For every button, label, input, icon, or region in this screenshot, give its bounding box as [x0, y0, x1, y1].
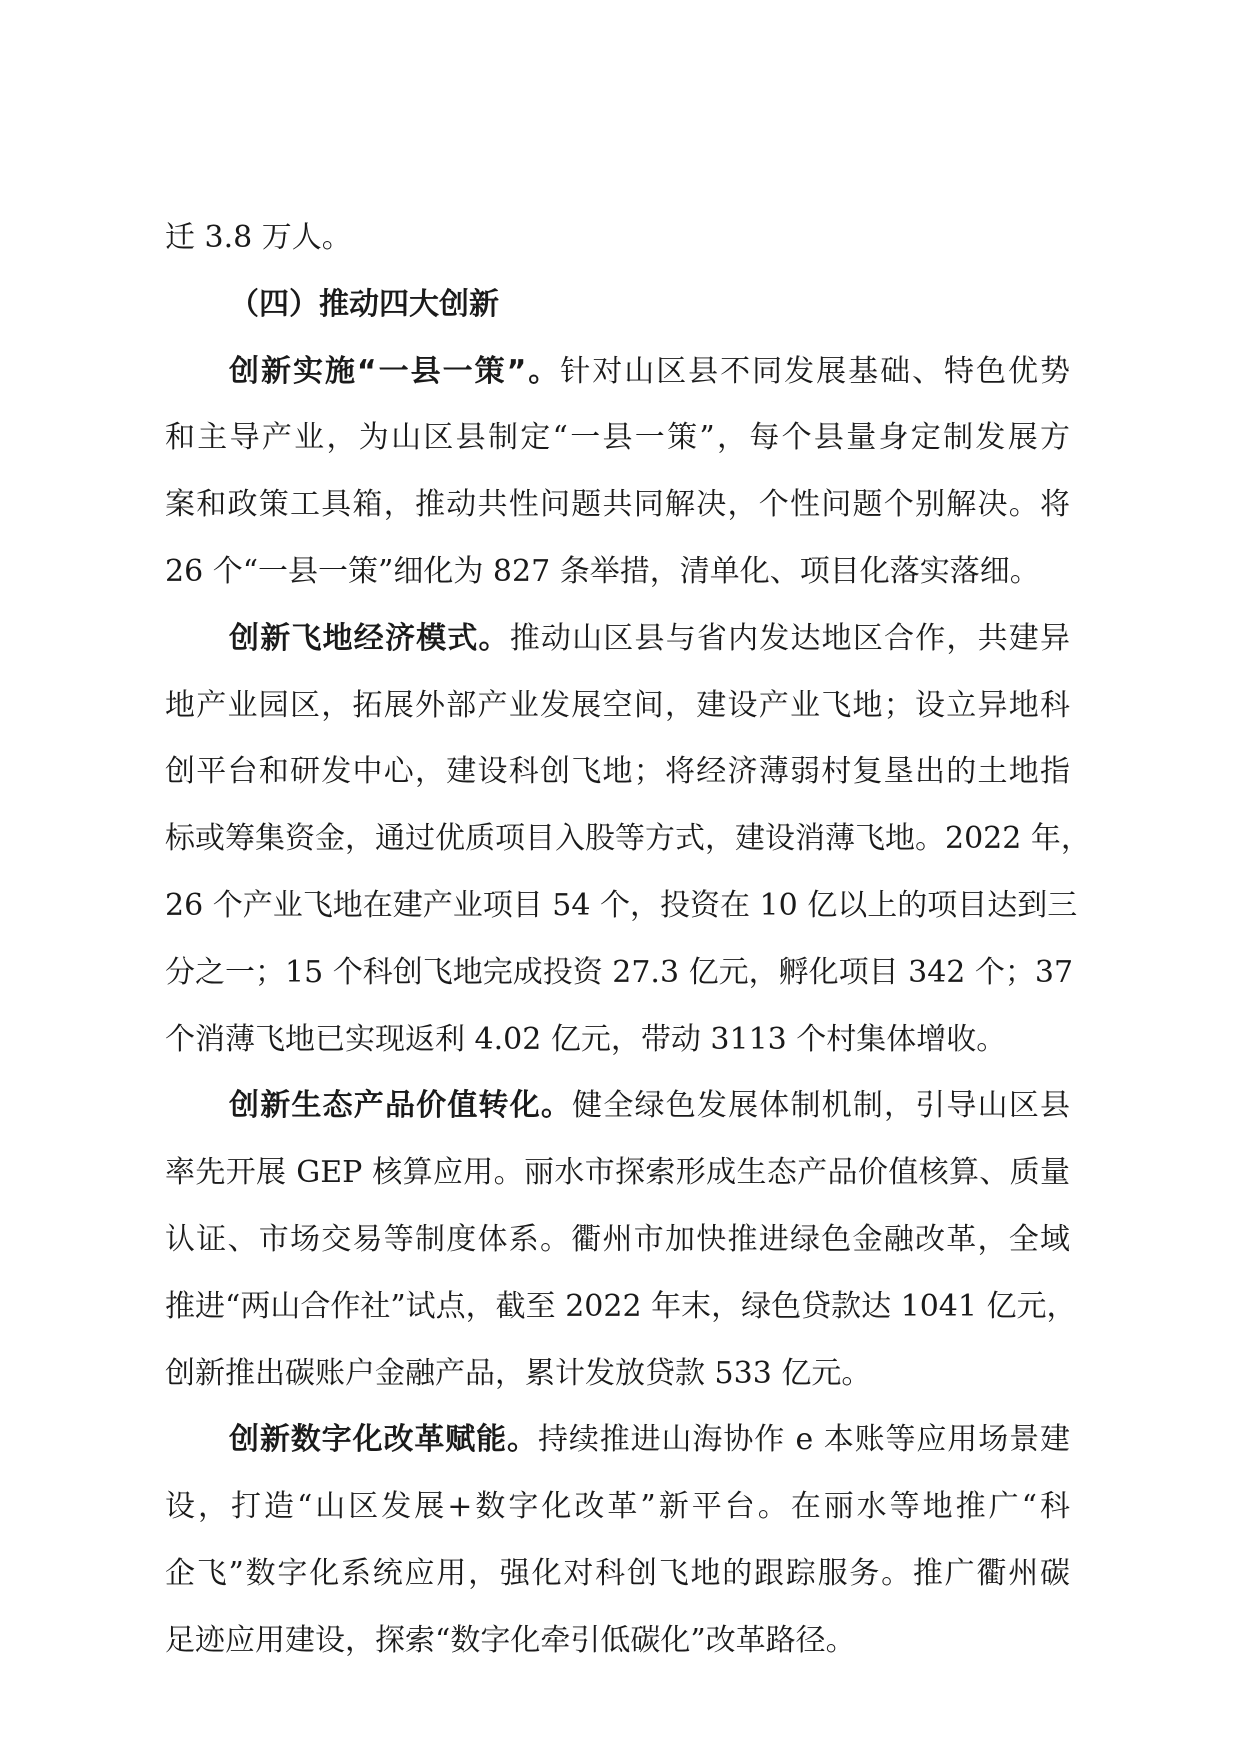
paragraph-lead: 创新生态产品价值转化。: [229, 1088, 573, 1124]
paragraph-3: [165, 1073, 1077, 1407]
paragraph-text: 针对山区县不同发展基础、特色优势: [560, 353, 1070, 389]
paragraph-line: [165, 339, 1070, 406]
section-heading: （四）推动四大创新: [229, 286, 499, 322]
paragraph-lead: 创新数字化改革赋能。: [229, 1422, 538, 1458]
paragraph-line: 创平台和研发中心，建设科创飞地；将经济薄弱村复垦出的土地指: [165, 754, 1070, 790]
paragraph-2: [165, 606, 1091, 1074]
paragraph-line: 设，打造“山区发展+数字化改革”新平台。在丽水等地推广“科: [165, 1489, 1070, 1525]
document-body: [165, 205, 1091, 1675]
paragraph-lead: 创新飞地经济模式。: [229, 620, 510, 656]
paragraph-line: [165, 1073, 1070, 1140]
paragraph-line: 分之一；15 个科创飞地完成投资 27.3 亿元，孵化项目 342 个；37: [165, 954, 1074, 990]
paragraph-line: 26 个“一县一策”细化为 827 条举措，清单化、项目化落实落细。: [165, 553, 1040, 589]
paragraph-line: 认证、市场交易等制度体系。衢州市加快推进绿色金融改革，全域: [165, 1221, 1070, 1257]
paragraph-text: 健全绿色发展体制机制，引导山区县: [572, 1088, 1071, 1124]
paragraph-text: 持续推进山海协作 e 本账等应用场景建: [537, 1422, 1070, 1458]
paragraph-line: 个消薄飞地已实现返利 4.02 亿元，带动 3113 个村集体增收。: [165, 1021, 1007, 1057]
paragraph-line: 企飞”数字化系统应用，强化对科创飞地的跟踪服务。推广衢州碳: [165, 1555, 1070, 1591]
paragraph-line: 足迹应用建设，探索“数字化牵引低碳化”改革路径。: [165, 1622, 856, 1658]
paragraph-line: 推进“两山合作社”试点，截至 2022 年末，绿色贷款达 1041 亿元，: [165, 1288, 1077, 1324]
paragraph-line: 26 个产业飞地在建产业项目 54 个，投资在 10 亿以上的项目达到三: [165, 887, 1078, 923]
paragraph-line: [165, 606, 1070, 673]
paragraph-line: [165, 1407, 1070, 1474]
paragraph-line: 和主导产业，为山区县制定“一县一策”，每个县量身定制发展方: [165, 420, 1070, 456]
paragraph-1: [165, 339, 1070, 606]
paragraph-lead: 创新实施“一县一策”。: [229, 353, 561, 389]
paragraph-line: 标或筹集资金，通过优质项目入股等方式，建设消薄飞地。2022 年，: [165, 821, 1091, 857]
paragraph-line: 地产业园区，拓展外部产业发展空间，建设产业飞地；设立异地科: [165, 687, 1070, 723]
paragraph-line: 案和政策工具箱，推动共性问题共同解决，个性问题个别解决。将: [165, 487, 1070, 523]
paragraph-text: 推动山区县与省内发达地区合作，共建异: [509, 620, 1071, 656]
paragraph-line: 率先开展 GEP 核算应用。丽水市探索形成生态产品价值核算、质量: [165, 1155, 1070, 1191]
continuation-line: 迁 3.8 万人。: [165, 220, 352, 255]
paragraph-4: [165, 1407, 1070, 1674]
paragraph-line: 创新推出碳账户金融产品，累计发放贷款 533 亿元。: [165, 1355, 872, 1391]
